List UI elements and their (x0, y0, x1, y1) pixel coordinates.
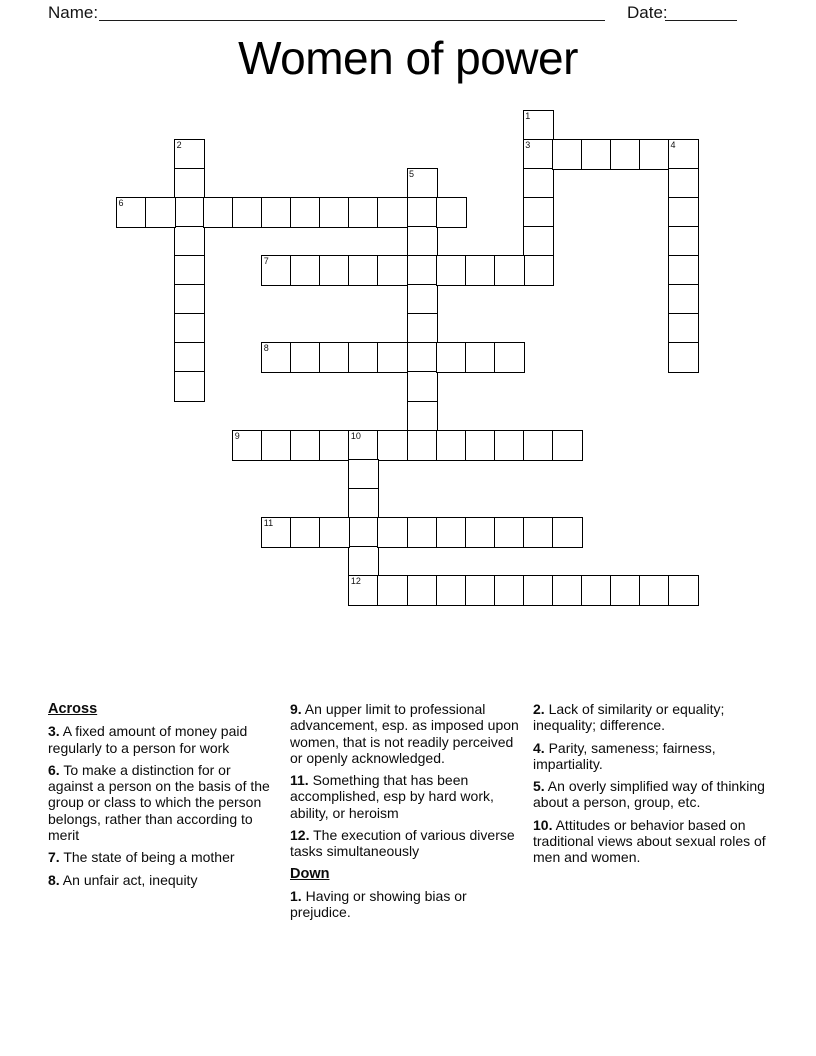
clue-item: 11. Something that has been accomplished, esp by hard work, ability, or heroism (290, 772, 494, 821)
grid-cell (668, 226, 699, 257)
grid-cell (552, 517, 583, 548)
grid-cell (348, 255, 379, 286)
grid-cell (436, 575, 467, 606)
grid-cell (523, 110, 554, 141)
grid-cell (407, 371, 438, 402)
clue-item: 2. Lack of similarity or equality; inequality; difference. (533, 701, 725, 734)
grid-cell (523, 197, 554, 228)
grid-cell-number: 1 (525, 111, 531, 121)
grid-cell (348, 342, 379, 373)
grid-cell (581, 139, 612, 170)
grid-cell (523, 139, 554, 170)
grid-cell (581, 575, 612, 606)
grid-cell (348, 459, 379, 490)
grid-cell (610, 575, 641, 606)
clue-item: 6. To make a distinction for or against a person on the basis of the group or class to which the person belongs, rather than according to merit (48, 761, 270, 844)
grid-cell (436, 255, 467, 286)
clues-column-across (48, 701, 272, 894)
grid-cell-number: 2 (176, 140, 182, 151)
grid-cell (174, 226, 205, 257)
clues-column-middle (290, 701, 528, 927)
clues-section-heading: Across (48, 701, 98, 717)
grid-cell (465, 430, 496, 461)
grid-cell (319, 342, 350, 373)
clue-item-number: 5. (533, 778, 545, 795)
grid-cell (174, 197, 205, 228)
grid-cell (319, 430, 350, 461)
grid-cell (494, 342, 525, 373)
grid-cell (348, 197, 379, 228)
grid-cell (319, 517, 350, 548)
clue-item-number: 9. (290, 701, 302, 717)
name-label: Name: (48, 3, 99, 22)
grid-cell (407, 401, 438, 432)
grid-cell (552, 575, 583, 606)
grid-cell (523, 255, 554, 286)
grid-cell (465, 517, 496, 548)
grid-cell (668, 313, 699, 344)
grid-cell (261, 430, 292, 461)
grid-cell (232, 430, 263, 461)
grid-cell (436, 517, 467, 548)
clue-item: 5. An overly simplified way of thinking about a person, group, etc. (533, 778, 765, 811)
grid-cell (552, 139, 583, 170)
grid-cell (436, 197, 467, 228)
grid-cell (407, 517, 438, 548)
clues-column-down (533, 701, 771, 872)
grid-cell (290, 197, 321, 228)
grid-cell (523, 168, 554, 199)
grid-cell (174, 342, 205, 373)
grid-cell (407, 197, 438, 228)
grid-cell-number: 4 (670, 140, 676, 151)
date-label: Date: (627, 3, 668, 22)
grid-cell-number: 3 (525, 140, 531, 151)
grid-cell (436, 342, 467, 373)
grid-cell (290, 342, 321, 373)
clue-item-number: 11. (290, 772, 309, 789)
grid-cell (465, 342, 496, 373)
grid-cell (290, 517, 321, 548)
clue-item: 1. Having or showing bias or prejudice. (290, 887, 467, 921)
grid-cell (494, 517, 525, 548)
grid-cell (436, 430, 467, 461)
grid-cell (377, 517, 408, 548)
grid-cell-number: 11 (263, 517, 274, 528)
clue-item: 10. Attitudes or behavior based on traditional views about sexual roles of men and women. (533, 816, 766, 866)
grid-cell (523, 517, 554, 548)
grid-cell (261, 197, 292, 228)
clue-item: 9. An upper limit to professional advancement, esp. as imposed upon women, that is not readily perceived or openly acknowledged. (290, 701, 519, 766)
grid-cell (348, 430, 379, 461)
grid-cell (523, 226, 554, 257)
grid-cell (465, 575, 496, 606)
grid-cell (407, 255, 438, 286)
grid-cell (174, 168, 205, 199)
grid-cell-number: 8 (263, 343, 269, 354)
grid-cell (174, 313, 205, 344)
grid-cell (261, 255, 292, 286)
grid-cell (639, 139, 670, 170)
grid-cell (174, 255, 205, 286)
grid-cell (174, 371, 205, 402)
grid-cell (319, 255, 350, 286)
grid-cell (494, 430, 525, 461)
grid-cell (174, 139, 205, 170)
grid-cell (407, 575, 438, 606)
grid-cell (174, 284, 205, 315)
grid-cell (668, 284, 699, 315)
grid-cell (523, 575, 554, 606)
grid-cell (639, 575, 670, 606)
grid-cell (319, 197, 350, 228)
clue-item: 7. The state of being a mother (48, 849, 235, 866)
grid-cell (145, 197, 176, 228)
clue-item-number: 7. (48, 849, 60, 866)
grid-cell (261, 517, 292, 548)
clue-item-number: 1. (290, 887, 302, 904)
grid-cell (290, 430, 321, 461)
grid-cell-number: 10 (350, 430, 361, 441)
clue-item: 12. The execution of various diverse tasks simultaneously (290, 827, 515, 860)
clue-item-number: 3. (48, 723, 60, 740)
clue-item-number: 8. (48, 871, 60, 888)
clue-item-number: 2. (533, 701, 545, 717)
grid-cell (407, 284, 438, 315)
grid-cell-number: 7 (263, 256, 269, 267)
grid-cell (610, 139, 641, 170)
grid-cell (377, 255, 408, 286)
grid-cell (377, 575, 408, 606)
grid-cell (668, 139, 699, 170)
grid-cell (407, 168, 438, 199)
grid-cell (261, 342, 292, 373)
grid-cell (203, 197, 234, 228)
clue-item: 4. Parity, sameness; fairness, impartiality. (533, 739, 716, 772)
clue-item-number: 12. (290, 827, 310, 844)
grid-cell (407, 313, 438, 344)
clue-item-number: 6. (48, 761, 60, 778)
grid-cell (407, 430, 438, 461)
grid-cell (494, 255, 525, 286)
grid-cell (348, 575, 379, 606)
grid-cell (377, 342, 408, 373)
grid-cell-number: 9 (234, 430, 240, 441)
grid-cell (668, 342, 699, 373)
clue-item-number: 10. (533, 816, 553, 833)
grid-cell (116, 197, 147, 228)
grid-cell (465, 255, 496, 286)
grid-cell (407, 226, 438, 257)
clue-item-number: 4. (533, 739, 545, 756)
grid-cell (668, 255, 699, 286)
grid-cell (290, 255, 321, 286)
grid-cell (377, 430, 408, 461)
clues-section-heading: Down (290, 865, 330, 882)
puzzle-title: Women of power (238, 32, 578, 84)
grid-cell-number: 12 (350, 575, 361, 586)
grid-cell (407, 342, 438, 373)
grid-cell (523, 430, 554, 461)
clue-item: 8. An unfair act, inequity (48, 871, 198, 888)
grid-cell (348, 546, 379, 577)
clue-item: 3. A fixed amount of money paid regularly to a person for work (48, 723, 248, 756)
grid-cell (232, 197, 263, 228)
grid-cell (552, 430, 583, 461)
grid-cell (668, 197, 699, 228)
grid-cell-number: 5 (409, 169, 415, 180)
grid-cell-number: 6 (118, 198, 124, 209)
grid-cell (668, 575, 699, 606)
grid-cell (348, 488, 379, 519)
grid-cell (668, 168, 699, 199)
grid-cell (348, 517, 379, 548)
grid-cell (494, 575, 525, 606)
grid-cell (377, 197, 408, 228)
